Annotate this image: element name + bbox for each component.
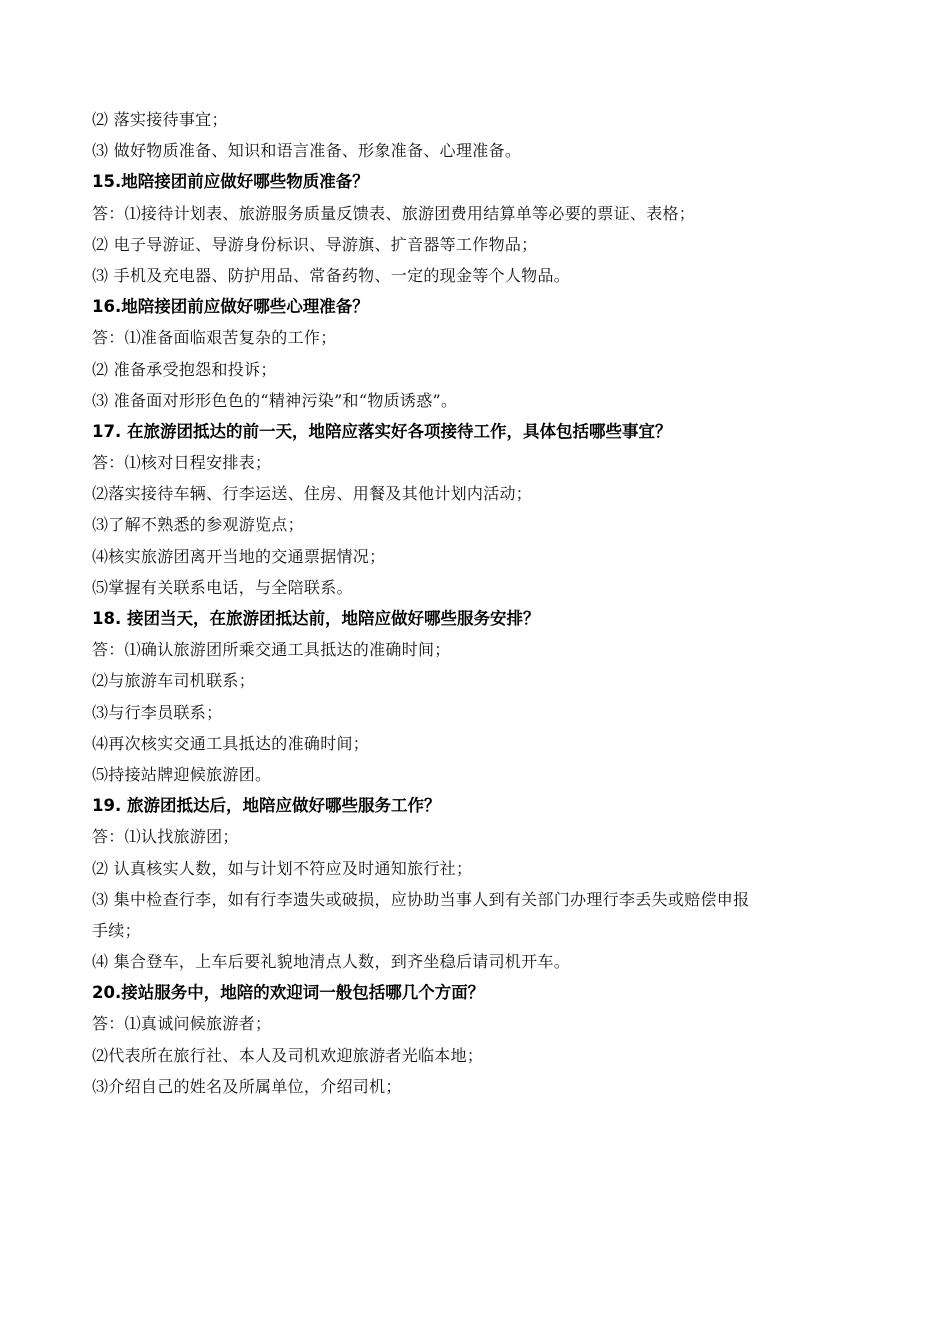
answer-line: ⑶与行李员联系； xyxy=(92,702,223,722)
answer-line: 手续； xyxy=(92,920,141,940)
answer-line: ⑶ 集中检查行李，如有行李遗失或破损，应协助当事人到有关部门办理行李丢失或赔偿申报 xyxy=(92,889,750,909)
answer-line: ⑶ 准备面对形形色色的“精神污染”和“物质诱惑”。 xyxy=(92,390,458,410)
answer-line: ⑸掌握有关联系电话，与全陪联系。 xyxy=(92,577,353,597)
answer-line: ⑵ 落实接待事宜； xyxy=(92,110,228,129)
question-heading-17: 17. 在旅游团抵达的前一天，地陪应落实好各项接待工作，具体包括哪些事宜？ xyxy=(92,421,672,441)
answer-line: ⑵ 准备承受抱怨和投诉； xyxy=(92,359,277,379)
answer-line: ⑷核实旅游团离开当地的交通票据情况； xyxy=(92,546,386,566)
answer-line: ⑵代表所在旅行社、本人及司机欢迎旅游者光临本地； xyxy=(92,1045,484,1065)
answer-line: ⑵落实接待车辆、行李运送、住房、用餐及其他计划内活动； xyxy=(92,484,533,504)
question-heading-19: 19. 旅游团抵达后，地陪应做好哪些服务工作？ xyxy=(92,796,441,816)
answer-line: 答：⑴真诚问候旅游者； xyxy=(92,1014,272,1034)
answer-line: 答：⑴准备面临艰苦复杂的工作； xyxy=(92,328,337,348)
question-heading-18: 18. 接团当天，在旅游团抵达前，地陪应做好哪些服务安排？ xyxy=(92,609,540,628)
answer-line: ⑷再次核实交通工具抵达的准确时间； xyxy=(92,733,370,753)
question-heading-16: 16.地陪接团前应做好哪些心理准备？ xyxy=(92,297,369,317)
answer-line: ⑶ 做好物质准备、知识和语言准备、形象准备、心理准备。 xyxy=(92,141,522,161)
answer-line: ⑵与旅游车司机联系； xyxy=(92,671,256,691)
answer-line: 答：⑴认找旅游团； xyxy=(92,827,239,847)
answer-line: ⑵ 电子导游证、导游身份标识、导游旗、扩音器等工作物品； xyxy=(92,234,538,254)
answer-line: 答：⑴确认旅游团所乘交通工具抵达的准确时间； xyxy=(92,640,451,660)
answer-line: ⑷ 集合登车，上车后要礼貌地清点人数，到齐坐稳后请司机开车。 xyxy=(92,952,571,972)
question-heading-15: 15.地陪接团前应做好哪些物质准备？ xyxy=(92,172,369,192)
document-body xyxy=(92,104,862,1102)
question-heading-20: 20.接站服务中，地陪的欢迎词一般包括哪几个方面？ xyxy=(92,983,485,1003)
answer-line: ⑶了解不熟悉的参观游览点； xyxy=(92,515,304,535)
answer-line: ⑶介绍自己的姓名及所属单位，介绍司机； xyxy=(92,1076,402,1096)
answer-line: 答：⑴核对日程安排表； xyxy=(92,453,272,473)
answer-line: ⑶ 手机及充电器、防护用品、常备药物、一定的现金等个人物品。 xyxy=(92,265,571,285)
answer-line: ⑵ 认真核实人数，如与计划不符应及时通知旅行社； xyxy=(92,858,473,878)
answer-line: 答：⑴接待计划表、旅游服务质量反馈表、旅游团费用结算单等必要的票证、表格； xyxy=(92,203,696,223)
answer-line: ⑸持接站牌迎候旅游团。 xyxy=(92,764,272,784)
